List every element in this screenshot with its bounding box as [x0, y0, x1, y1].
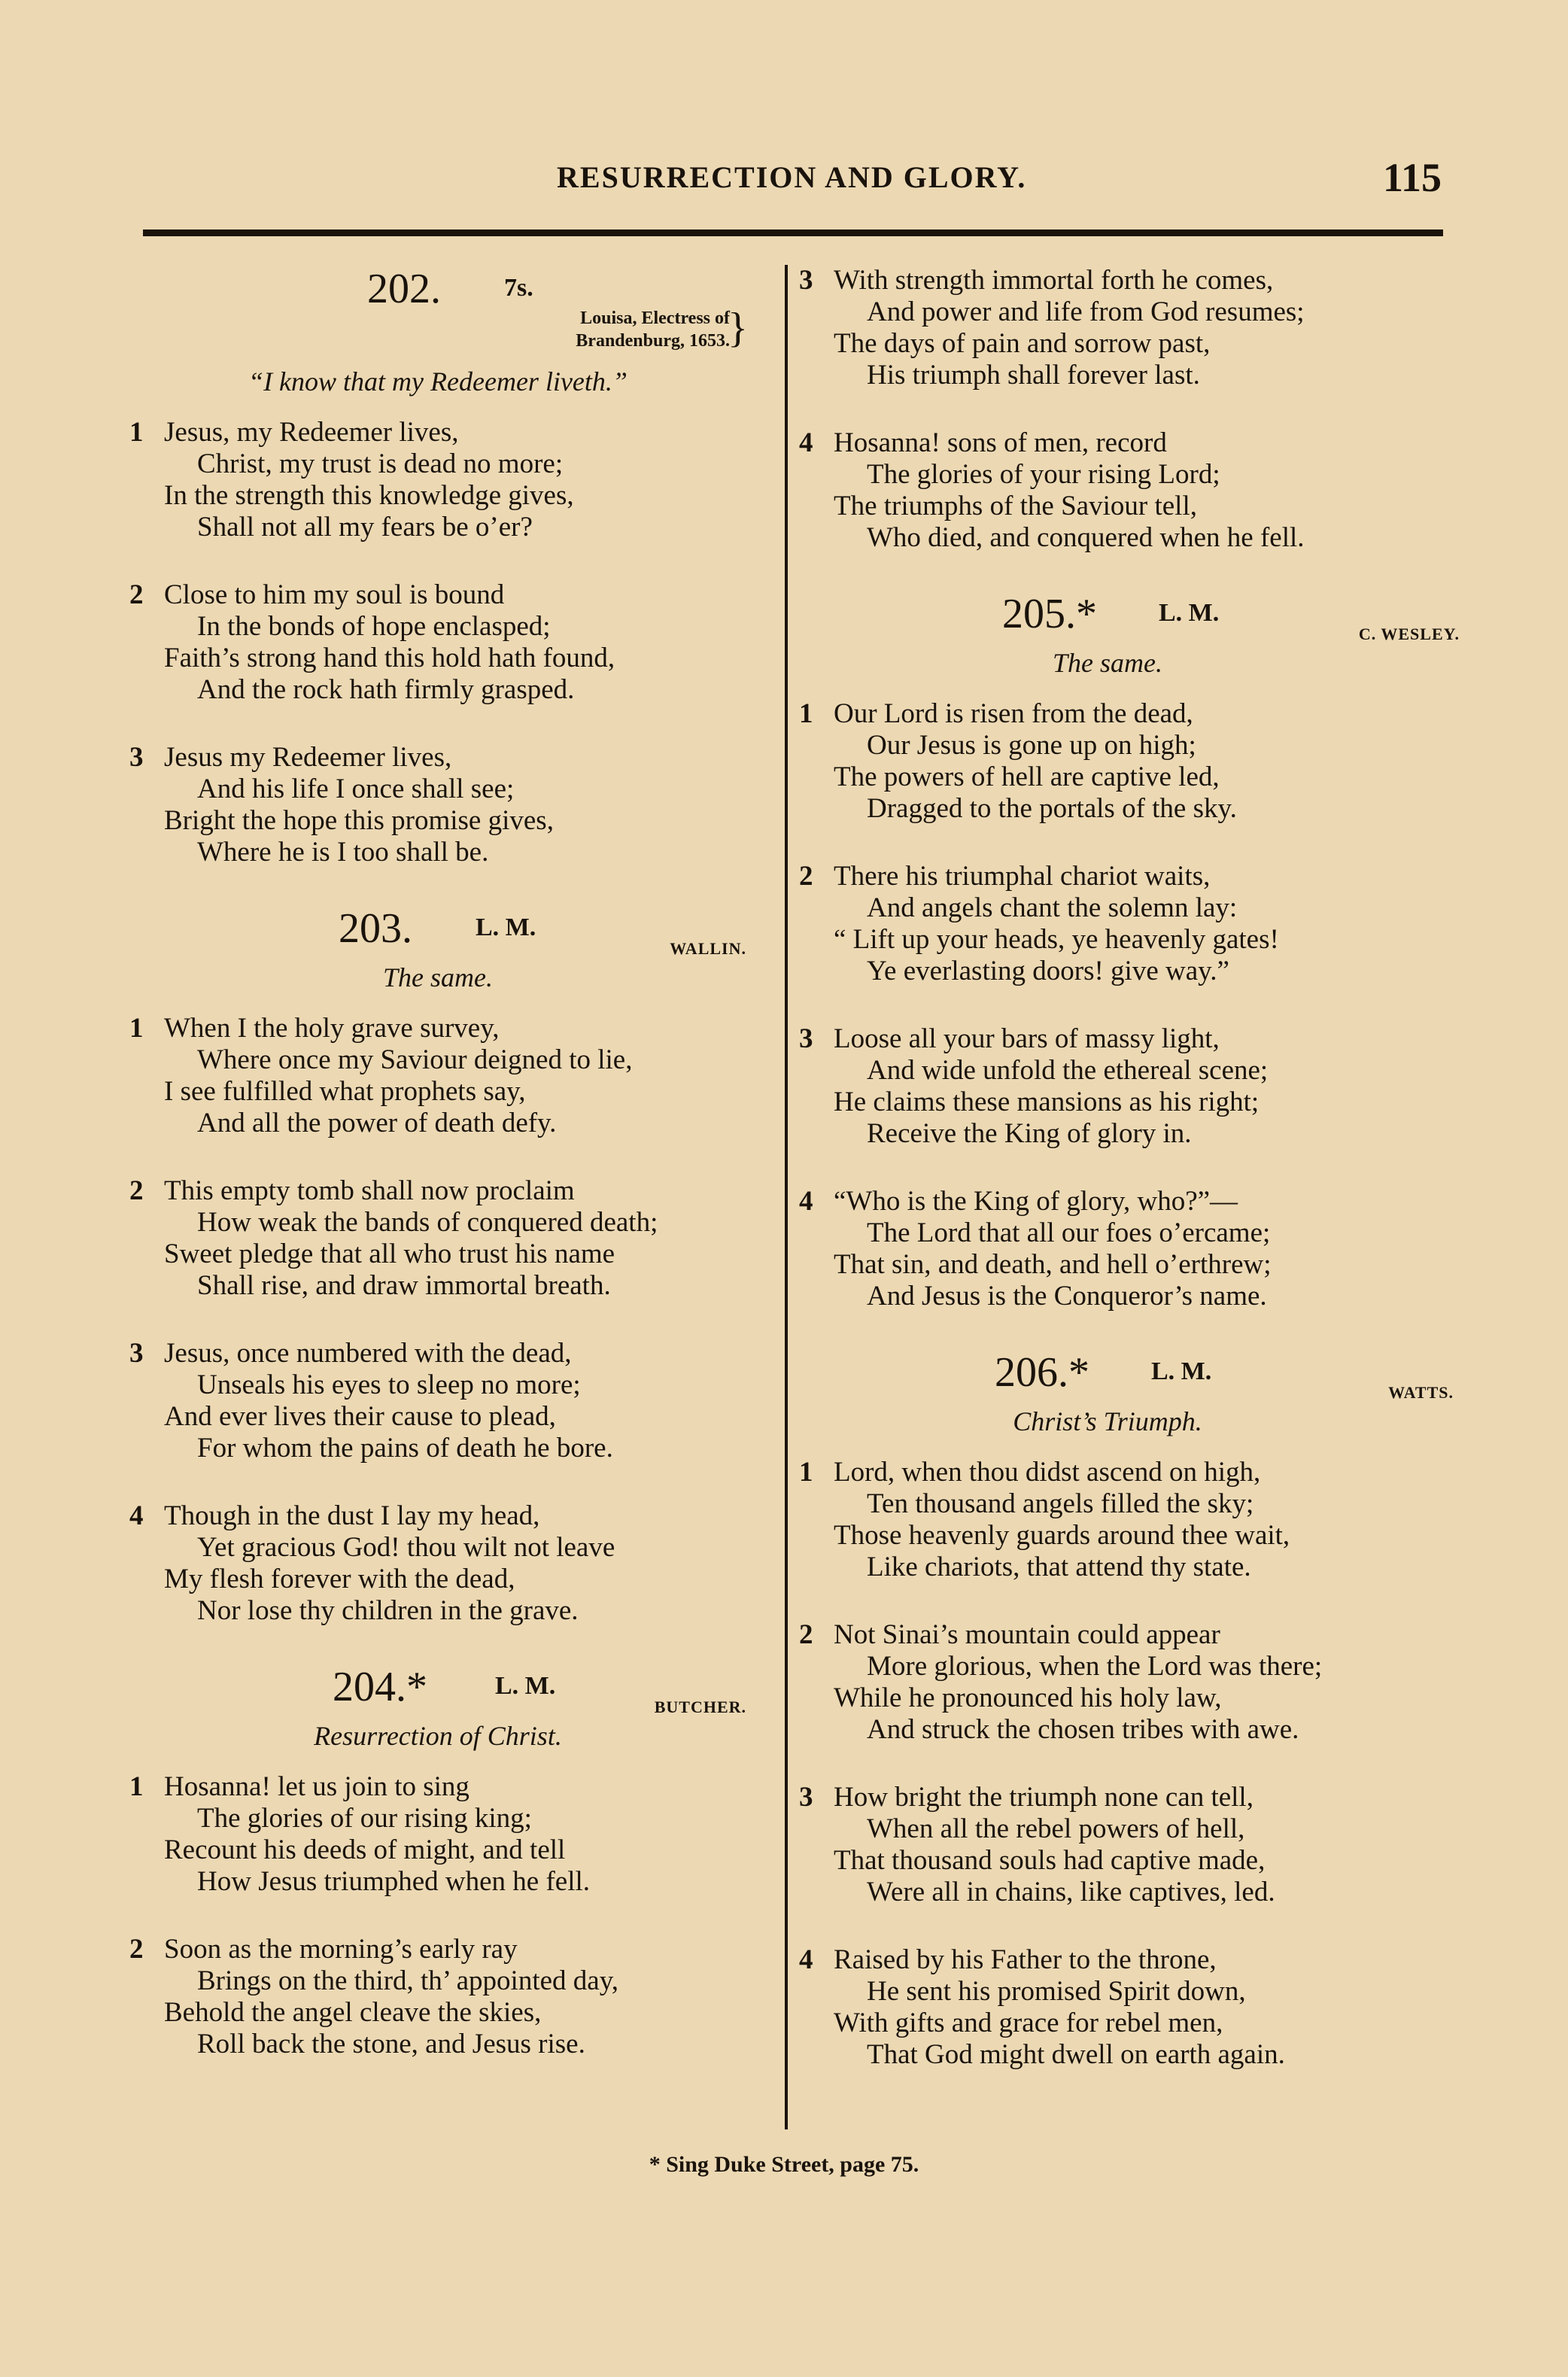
verse-line: And angels chant the solemn lay:	[867, 892, 1238, 923]
verse-line: Who died, and conquered when he fell.	[867, 522, 1305, 553]
stanza-list	[799, 698, 1416, 1312]
hymn-meter: L. M.	[1159, 599, 1220, 627]
verse-line: Recount his deeds of might, and tell	[164, 1834, 566, 1865]
stanza	[129, 1500, 746, 1627]
verse-line: Those heavenly guards around thee wait,	[834, 1520, 1290, 1551]
verse-line: Close to him my soul is bound	[164, 579, 505, 610]
verse-line: Like chariots, that attend thy state.	[867, 1552, 1251, 1582]
verse-line: I see fulfilled what prophets say,	[164, 1076, 526, 1107]
verse-line: Shall rise, and draw immortal breath.	[197, 1270, 611, 1301]
verse-line: The glories of our rising king;	[197, 1803, 532, 1834]
brace-mark: }	[728, 305, 748, 351]
verse-line: Our Jesus is gone up on high;	[867, 730, 1196, 761]
stanza-number: 2	[129, 579, 144, 610]
footnote: * Sing Duke Street, page 75.	[649, 2152, 919, 2177]
stanza	[799, 1186, 1416, 1312]
stanza-number: 3	[799, 265, 813, 296]
verse-line: Where he is I too shall be.	[197, 837, 489, 868]
hymn-number: 205.*	[1002, 591, 1097, 637]
header-rule	[143, 229, 1443, 236]
verse-line: Where once my Saviour deigned to lie,	[197, 1044, 633, 1075]
verse-line: Raised by his Father to the throne,	[834, 1944, 1217, 1975]
column-divider	[785, 265, 788, 2129]
stanza-list	[129, 417, 746, 868]
verse-line: With gifts and grace for rebel men,	[834, 2008, 1223, 2038]
verse-line: While he pronounced his holy law,	[834, 1682, 1222, 1713]
stanza	[129, 742, 746, 868]
stanza-list	[129, 1771, 746, 2060]
verse-line: That sin, and death, and hell o’erthrew;	[834, 1249, 1272, 1280]
stanza-number: 3	[799, 1782, 813, 1813]
verse-line: How weak the bands of conquered death;	[197, 1207, 658, 1238]
verse-line: Behold the angel cleave the skies,	[164, 1997, 542, 2028]
verse-line: “Who is the King of glory, who?”—	[834, 1186, 1238, 1217]
verse-line: “ Lift up your heads, ye heavenly gates!	[834, 924, 1279, 955]
stanza-number: 2	[799, 861, 813, 892]
verse-line: Hosanna! sons of men, record	[834, 427, 1167, 458]
hymn-meter: L. M.	[1151, 1357, 1212, 1385]
verse-line: He sent his promised Spirit down,	[867, 1976, 1246, 2007]
stanza-number: 3	[129, 1338, 144, 1369]
stanza-list	[129, 1013, 746, 1627]
stanza-number: 1	[799, 1457, 813, 1488]
verse-line: Christ, my trust is dead no more;	[197, 448, 564, 479]
verse-line: Jesus my Redeemer lives,	[164, 742, 452, 773]
hymn-205	[799, 590, 1460, 1312]
verse-line: That thousand souls had captive made,	[834, 1845, 1266, 1876]
verse-line: Dragged to the portals of the sky.	[867, 793, 1237, 824]
verse-line: His triumph shall forever last.	[867, 360, 1200, 391]
verse-line: In the strength this knowledge gives,	[164, 480, 574, 511]
stanza	[129, 1338, 746, 1464]
page-number: 115	[1383, 155, 1442, 200]
verse-line: This empty tomb shall now proclaim	[164, 1175, 575, 1206]
verse-line: The powers of hell are captive led,	[834, 761, 1220, 792]
hymn-title: Christ’s Triumph.	[1013, 1406, 1202, 1436]
verse-line: My flesh forever with the dead,	[164, 1564, 515, 1594]
verse-line: And all the power of death defy.	[197, 1108, 557, 1138]
verse-line: That God might dwell on earth again.	[867, 2039, 1285, 2070]
verse-line: In the bonds of hope enclasped;	[197, 611, 551, 642]
hymn-header	[129, 904, 746, 957]
stanza-number: 3	[129, 742, 144, 773]
verse-line: Nor lose thy children in the grave.	[197, 1595, 579, 1626]
stanza	[799, 698, 1416, 825]
hymn-header	[129, 1663, 746, 1716]
verse-line: Ye everlasting doors! give way.”	[867, 956, 1229, 986]
stanza-number: 2	[799, 1619, 813, 1650]
stanza	[129, 579, 746, 706]
hymn-author: BUTCHER.	[654, 1698, 746, 1716]
stanza-number: 2	[129, 1175, 144, 1206]
stanza-number: 2	[129, 1934, 144, 1965]
verse-line: And the rock hath firmly grasped.	[197, 674, 575, 705]
verse-line: And wide unfold the ethereal scene;	[867, 1055, 1269, 1086]
hymn-202	[129, 265, 746, 868]
stanza-number: 1	[799, 698, 813, 729]
stanza-number: 1	[129, 1771, 144, 1802]
verse-line: Loose all your bars of massy light,	[834, 1023, 1220, 1054]
hymn-meter: L. M.	[476, 913, 536, 941]
stanza	[129, 1013, 746, 1139]
stanza	[799, 861, 1416, 987]
stanza-number: 1	[129, 417, 144, 448]
stanza-number: 4	[799, 1186, 813, 1217]
hymn-number: 203.	[339, 905, 412, 952]
verse-line: The Lord that all our foes o’ercame;	[867, 1217, 1271, 1248]
hymn-title: Resurrection of Christ.	[314, 1721, 562, 1751]
hymn-header	[129, 265, 746, 361]
hymn-206	[799, 1348, 1454, 2071]
hymn-204-continued	[799, 265, 1416, 554]
verse-line: The glories of your rising Lord;	[867, 459, 1220, 490]
verse-line: Hosanna! let us join to sing	[164, 1771, 469, 1802]
stanza-number: 4	[129, 1500, 144, 1531]
verse-line: Our Lord is risen from the dead,	[834, 698, 1193, 729]
stanza	[799, 1457, 1416, 1583]
hymn-number: 206.*	[995, 1349, 1089, 1396]
stanza	[799, 1619, 1416, 1746]
right-column	[799, 265, 1460, 2107]
hymn-author: WATTS.	[1388, 1383, 1454, 1402]
verse-line: Yet gracious God! thou wilt not leave	[197, 1532, 615, 1563]
verse-line: Were all in chains, like captives, led.	[867, 1877, 1275, 1907]
verse-line: And Jesus is the Conqueror’s name.	[867, 1281, 1267, 1312]
verse-line: Jesus, once numbered with the dead,	[164, 1338, 572, 1369]
verse-line: And struck the chosen tribes with awe.	[867, 1714, 1299, 1745]
verse-line: For whom the pains of death he bore.	[197, 1433, 613, 1464]
verse-line: When all the rebel powers of hell,	[867, 1813, 1245, 1844]
verse-line: Shall not all my fears be o’er?	[197, 512, 533, 543]
hymn-header	[799, 590, 1460, 643]
stanza	[799, 1023, 1416, 1150]
stanza	[799, 1782, 1416, 1908]
hymn-author: C. WESLEY.	[1358, 625, 1460, 643]
stanza-number: 1	[129, 1013, 144, 1044]
verse-line: Receive the King of glory in.	[867, 1118, 1192, 1149]
hymn-title: The same.	[1053, 648, 1162, 678]
verse-line: Jesus, my Redeemer lives,	[164, 417, 459, 448]
verse-line: How bright the triumph none can tell,	[834, 1782, 1253, 1813]
verse-line: Though in the dust I lay my head,	[164, 1500, 540, 1531]
stanza	[129, 1771, 746, 1898]
verse-line: And ever lives their cause to plead,	[164, 1401, 556, 1432]
verse-line: When I the holy grave survey,	[164, 1013, 500, 1044]
stanza-list	[799, 265, 1416, 554]
verse-line: Sweet pledge that all who trust his name	[164, 1239, 615, 1269]
verse-line: More glorious, when the Lord was there;	[867, 1651, 1323, 1682]
verse-line: There his triumphal chariot waits,	[834, 861, 1211, 892]
stanza-number: 4	[799, 1944, 813, 1975]
verse-line: Unseals his eyes to sleep no more;	[197, 1369, 581, 1400]
stanza	[129, 1934, 746, 2060]
stanza	[129, 1175, 746, 1302]
hymn-203	[129, 904, 746, 1627]
verse-line: He claims these mansions as his right;	[834, 1087, 1260, 1117]
hymn-title: The same.	[383, 962, 493, 992]
verse-line: The triumphs of the Saviour tell,	[834, 491, 1197, 521]
hymn-author: Louisa, Electress of Brandenburg, 1653.	[576, 309, 730, 351]
verse-line: Roll back the stone, and Jesus rise.	[197, 2029, 585, 2059]
verse-line: How Jesus triumphed when he fell.	[197, 1866, 591, 1897]
stanza	[799, 1944, 1416, 2071]
stanza-number: 3	[799, 1023, 813, 1054]
hymn-number: 202.	[367, 266, 441, 312]
hymn-meter: L. M.	[495, 1672, 556, 1700]
stanza-number: 4	[799, 427, 813, 458]
verse-line: Faith’s strong hand this hold hath found,	[164, 643, 615, 673]
running-head: RESURRECTION AND GLORY.	[557, 160, 1027, 194]
verse-line: Bright the hope this promise gives,	[164, 805, 554, 836]
stanza-list	[799, 1457, 1416, 2071]
verse-line: The days of pain and sorrow past,	[834, 328, 1211, 359]
verse-line: With strength immortal forth he comes,	[834, 265, 1274, 296]
verse-line: Not Sinai’s mountain could appear	[834, 1619, 1220, 1650]
stanza	[799, 265, 1416, 391]
verse-line: Soon as the morning’s early ray	[164, 1934, 518, 1965]
hymn-number: 204.*	[333, 1664, 427, 1710]
stanza	[129, 417, 746, 543]
hymn-header	[799, 1348, 1454, 1402]
verse-line: Brings on the third, th’ appointed day,	[197, 1965, 619, 1996]
hymn-author: WALLIN.	[670, 939, 746, 958]
stanza	[799, 427, 1416, 554]
left-column	[129, 265, 746, 2096]
verse-line: And his life I once shall see;	[197, 774, 515, 804]
verse-line: Ten thousand angels filled the sky;	[867, 1488, 1254, 1519]
hymn-204	[129, 1663, 746, 2060]
hymn-meter: 7s.	[504, 274, 533, 302]
verse-line: And power and life from God resumes;	[867, 296, 1305, 327]
verse-line: Lord, when thou didst ascend on high,	[834, 1457, 1261, 1488]
hymn-title: “I know that my Redeemer liveth.”	[248, 366, 628, 397]
